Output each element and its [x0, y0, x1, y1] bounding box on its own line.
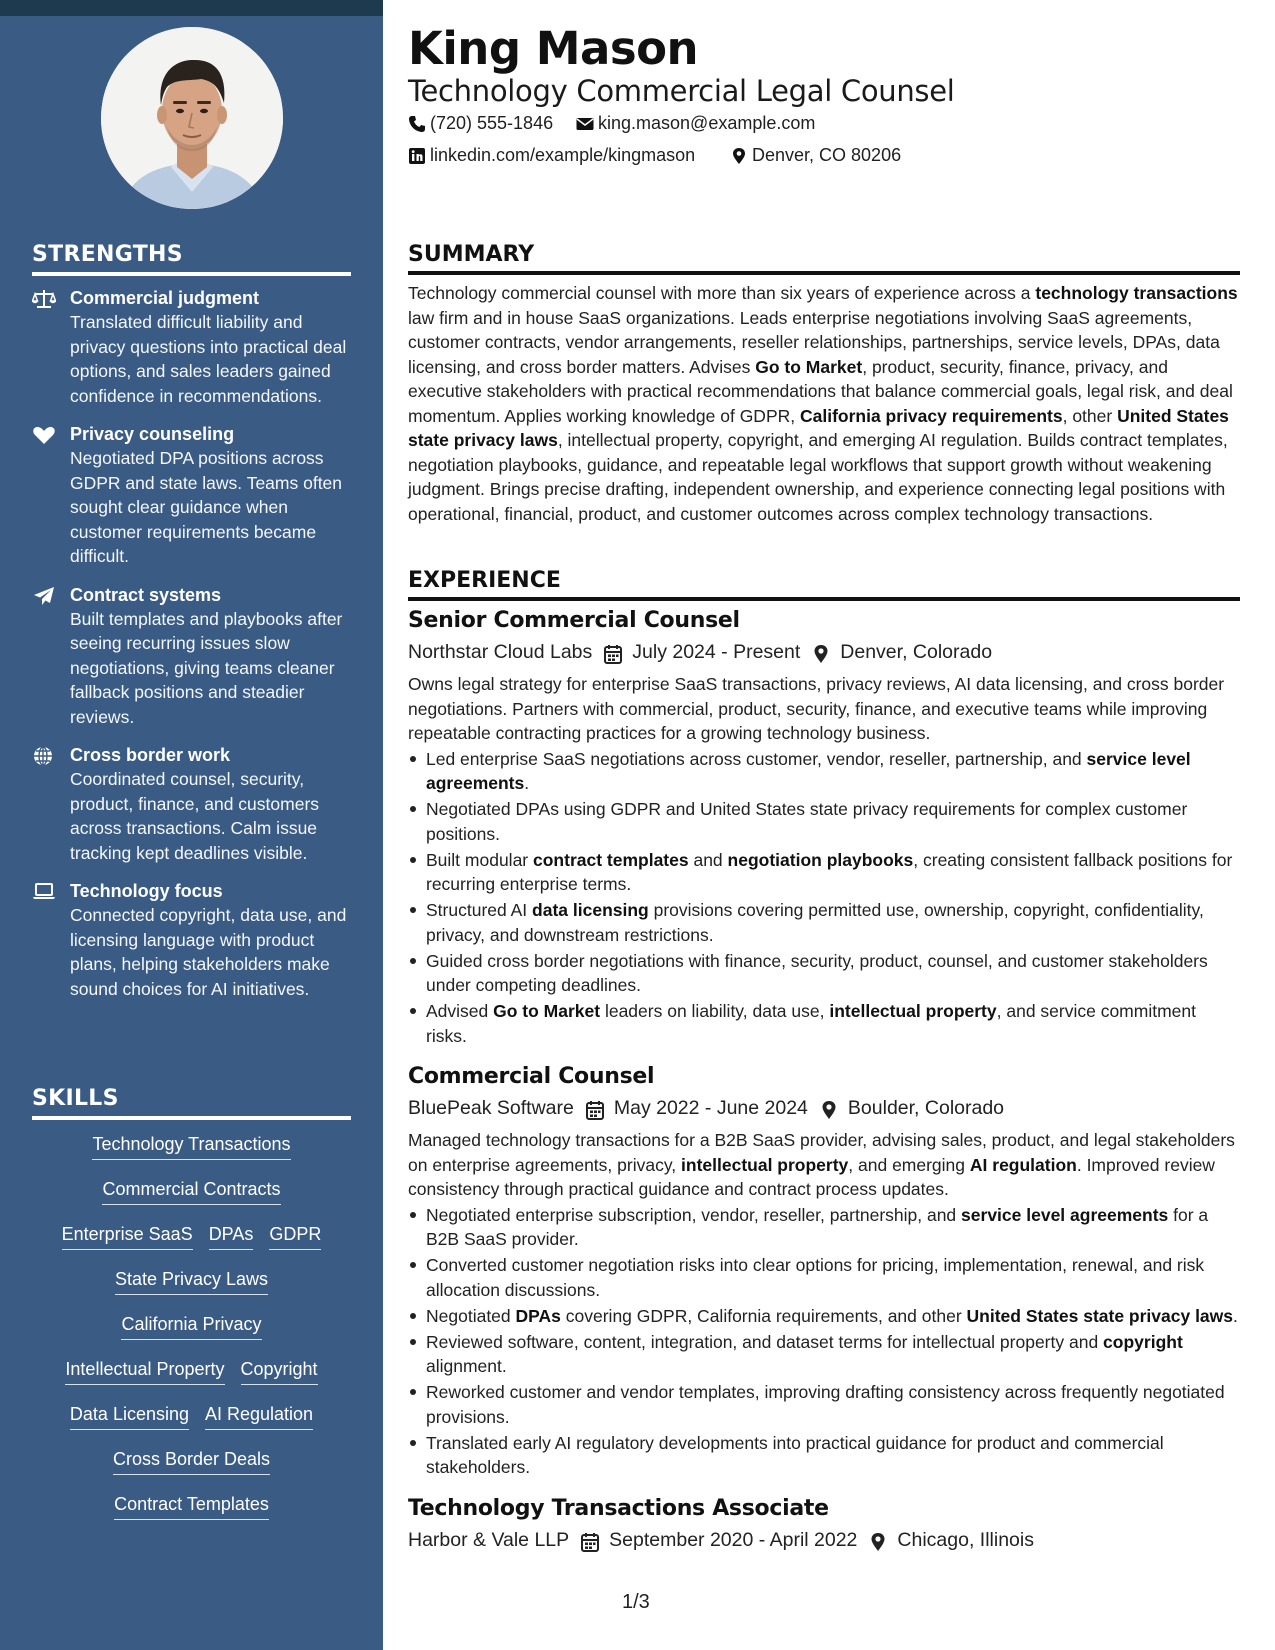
skill-row	[32, 1132, 351, 1177]
candidate-title: Technology Commercial Legal Counsel	[408, 74, 955, 108]
paper-plane-icon	[32, 585, 56, 607]
strength-title: Technology focus	[70, 881, 223, 901]
phone-icon	[408, 115, 426, 133]
map-pin-icon	[820, 1098, 838, 1118]
job-bullet: Converted customer negotiation risks into clear options for pricing, implementation, renewal, and risk allocation discussions.	[408, 1253, 1240, 1302]
job-location: Boulder, Colorado	[847, 1097, 1005, 1119]
job-location: Chicago, Illinois	[897, 1528, 1034, 1551]
skill-row	[32, 1357, 351, 1402]
map-pin-icon	[869, 1530, 887, 1550]
page-number: 1/3	[622, 1591, 650, 1613]
job-entry	[408, 1062, 1240, 1480]
skill-tag: AI Regulation	[205, 1402, 313, 1430]
skill-tag: California Privacy	[121, 1312, 261, 1340]
strength-item	[32, 422, 354, 569]
job-bullet: Led enterprise SaaS negotiations across customer, vendor, reseller, partnership, and service level agreements.	[408, 747, 1240, 796]
job-company: Northstar Cloud Labs	[408, 641, 593, 663]
bold-phrase: California privacy requirements	[799, 405, 1063, 426]
bold-phrase: data licensing	[532, 900, 649, 920]
laptop-icon	[32, 881, 56, 903]
experience-heading: EXPERIENCE	[408, 568, 1240, 601]
job-entry	[408, 606, 1240, 1048]
job-bullet: Reviewed software, content, integration, and dataset terms for intellectual property and copyright alignment.	[408, 1330, 1240, 1379]
bold-phrase: DPAs	[515, 1305, 561, 1326]
sidebar	[0, 0, 383, 1650]
phone-text: (720) 555-1846	[430, 113, 554, 133]
strength-description: Coordinated counsel, security, product, finance, and customers across transactions. Calm issue tracking kept deadlines visible.	[70, 769, 320, 863]
skill-tag: Intellectual Property	[65, 1357, 224, 1385]
strength-item	[32, 583, 354, 730]
summary-text: Technology commercial counsel with more than six years of experience across a technology transactions law firm and in house SaaS organizations. Leads enterprise negotiations involving SaaS agreements, customer contracts, vendor arrangements, reseller relationships, partnerships, service levels, DPAs, data licensing, and cross border matters. Advises Go to Market, product, security, finance, privacy, and executive stakeholders with practical recommendations that balance commercial goals, legal risk, and deal momentum. Applies working knowledge of GDPR, California privacy requirements, other United States state privacy laws, intellectual property, copyright, and emerging AI regulation. Builds contract templates, negotiation playbooks, guidance, and repeatable legal workflows that support growth without weakening judgment. Brings precise drafting, independent ownership, and experience connecting legal positions with operational, financial, product, and customer outcomes across complex technology transactions.	[408, 283, 1238, 524]
email-text: king.mason@example.com	[598, 113, 816, 133]
skill-row	[32, 1177, 351, 1222]
job-meta	[408, 1092, 1240, 1124]
bold-phrase: Go to Market	[493, 1001, 601, 1021]
strengths-heading: STRENGTHS	[32, 242, 351, 276]
job-bullets	[408, 747, 1240, 1049]
job-dates: September 2020 - April 2022	[609, 1528, 858, 1551]
strength-description: Connected copyright, data use, and licensing language with product plans, helping stakeholders make sound choices for AI initiatives.	[70, 905, 347, 999]
job-bullet: Advised Go to Market leaders on liability, data use, intellectual property, and service commitment risks.	[408, 999, 1240, 1048]
job-location: Denver, Colorado	[840, 641, 993, 663]
profile-photo	[101, 27, 283, 209]
skill-row	[32, 1312, 351, 1357]
strength-title: Contract systems	[70, 584, 222, 605]
strength-title: Cross border work	[70, 745, 231, 765]
skill-tag: Technology Transactions	[92, 1132, 290, 1160]
bold-phrase: copyright	[1103, 1331, 1183, 1352]
calendar-icon	[604, 642, 622, 662]
strength-item	[32, 879, 354, 1001]
strength-item	[32, 286, 354, 408]
skills-heading: SKILLS	[32, 1086, 351, 1120]
calendar-icon	[581, 1530, 599, 1550]
bold-phrase: AI regulation	[969, 1154, 1077, 1175]
job-title: Commercial Counsel	[408, 1064, 655, 1089]
job-entry	[408, 1494, 1240, 1556]
linkedin-icon	[408, 147, 426, 165]
strengths-list	[32, 286, 354, 1015]
strength-description: Translated difficult liability and privacy questions into practical deal options, and sales leaders gained confidence in recommendations.	[70, 312, 347, 406]
strength-description: Negotiated DPA positions across GDPR and state laws. Teams often sought clear guidance when customer requirements became difficult.	[70, 448, 343, 566]
skill-tag: GDPR	[269, 1222, 321, 1250]
job-meta	[408, 636, 1240, 668]
globe-icon	[32, 745, 56, 767]
contact-phone[interactable]	[408, 113, 553, 134]
skill-row	[32, 1267, 351, 1312]
skill-tag: Enterprise SaaS	[62, 1222, 193, 1250]
summary-heading: SUMMARY	[408, 242, 1240, 275]
skill-tag: Copyright	[241, 1357, 318, 1385]
job-bullet: Structured AI data licensing provisions covering permitted use, ownership, copyright, confidentiality, privacy, and downstream restrictions.	[408, 898, 1240, 947]
envelope-icon	[576, 115, 594, 133]
job-description: Owns legal strategy for enterprise SaaS transactions, privacy reviews, AI data licensing, and cross border negotiations. Partners with commercial, product, security, finance, and executive teams while improving repeatable contracting practices for a growing technology business.	[408, 674, 1225, 743]
scale-icon	[32, 288, 56, 310]
skill-tag: Cross Border Deals	[113, 1447, 270, 1475]
job-bullet: Built modular contract templates and negotiation playbooks, creating consistent fallback positions for recurring enterprise terms.	[408, 848, 1240, 897]
job-bullet: Negotiated enterprise subscription, vendor, reseller, partnership, and service level agreements for a B2B SaaS provider.	[408, 1203, 1240, 1252]
bold-phrase: intellectual property	[829, 1001, 997, 1021]
job-bullet: Translated early AI regulatory developments into practical guidance for product and commercial stakeholders.	[408, 1431, 1240, 1480]
bold-phrase: United States state privacy laws	[966, 1305, 1234, 1326]
job-meta	[408, 1524, 1240, 1556]
skill-row	[32, 1402, 351, 1447]
experience-list	[408, 606, 1240, 1570]
sidebar-top-bar	[0, 0, 383, 16]
skill-tag: DPAs	[209, 1222, 254, 1250]
bold-phrase: technology transactions	[1035, 283, 1238, 303]
skill-tag: Contract Templates	[114, 1492, 269, 1520]
skill-tag: State Privacy Laws	[115, 1267, 268, 1295]
job-title: Technology Transactions Associate	[408, 1495, 829, 1521]
strength-description: Built templates and playbooks after seeing recurring issues slow negotiations, giving teams cleaner fallback positions and steadier reviews.	[70, 608, 343, 727]
bold-phrase: service level agreements	[426, 748, 1191, 793]
job-bullet: Negotiated DPAs using GDPR and United States state privacy requirements for complex customer positions.	[408, 797, 1240, 846]
map-pin-icon	[730, 147, 748, 165]
skills-list	[32, 1132, 351, 1537]
skill-row	[32, 1222, 351, 1267]
job-dates: May 2022 - June 2024	[613, 1097, 808, 1119]
bold-phrase: intellectual property	[681, 1154, 849, 1175]
job-title: Senior Commercial Counsel	[408, 608, 740, 633]
skill-tag: Data Licensing	[70, 1402, 189, 1430]
strength-title: Privacy counseling	[70, 424, 235, 444]
contact-location	[730, 145, 901, 166]
contact-linkedin[interactable]	[408, 145, 695, 166]
bold-phrase: Go to Market	[755, 356, 863, 377]
location-text: Denver, CO 80206	[752, 145, 902, 165]
heart-icon	[32, 424, 56, 446]
strength-title: Commercial judgment	[70, 288, 260, 308]
bold-phrase: negotiation playbooks	[727, 849, 914, 870]
contact-email[interactable]	[576, 113, 815, 134]
skill-row	[32, 1492, 351, 1537]
skill-row	[32, 1447, 351, 1492]
calendar-icon	[586, 1098, 604, 1118]
bold-phrase: United States state privacy laws	[408, 405, 1229, 450]
candidate-name: King Mason	[408, 22, 699, 75]
job-bullets	[408, 1203, 1240, 1480]
job-bullet: Reworked customer and vendor templates, improving drafting consistency across frequently negotiated provisions.	[408, 1380, 1240, 1429]
job-description: Managed technology transactions for a B2B SaaS provider, advising sales, product, and legal stakeholders on enterprise agreements, privacy, intellectual property, and emerging AI regulation. Improved review consistency through practical guidance and contract process updates.	[408, 1130, 1235, 1199]
job-dates: July 2024 - Present	[632, 641, 801, 663]
bold-phrase: service level agreements	[961, 1204, 1169, 1225]
linkedin-text: linkedin.com/example/kingmason	[430, 145, 696, 165]
job-bullet: Guided cross border negotiations with finance, security, product, counsel, and customer stakeholders under competing deadlines.	[408, 949, 1240, 998]
job-company: Harbor & Vale LLP	[408, 1528, 570, 1551]
strength-item	[32, 743, 354, 865]
bold-phrase: contract templates	[533, 849, 689, 870]
job-bullet: Negotiated DPAs covering GDPR, California requirements, and other United States state privacy laws.	[408, 1304, 1240, 1329]
map-pin-icon	[812, 642, 830, 662]
skill-tag: Commercial Contracts	[102, 1177, 280, 1205]
job-company: BluePeak Software	[408, 1097, 574, 1119]
